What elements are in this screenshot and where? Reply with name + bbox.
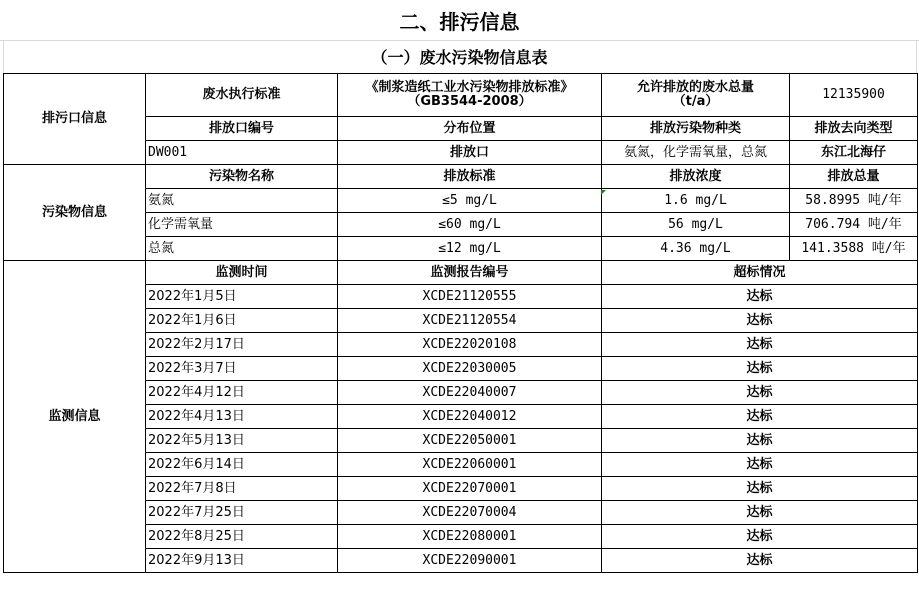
monitoring-status: 达标 <box>602 333 918 357</box>
monitoring-date: 2022年6月14日 <box>146 453 338 477</box>
monitoring-status: 达标 <box>602 357 918 381</box>
pollutant-name: 氨氮 <box>146 189 338 213</box>
outlet-id: DW001 <box>146 141 338 165</box>
outlet-header-id: 排放口编号 <box>146 117 338 141</box>
monitoring-report-id: XCDE22020108 <box>338 333 602 357</box>
pollutant-header-concentration: 排放浓度 <box>602 165 790 189</box>
monitoring-report-id: XCDE22070004 <box>338 501 602 525</box>
monitoring-report-id: XCDE22090001 <box>338 549 602 573</box>
pollutant-standard: ≤12 mg/L <box>338 237 602 261</box>
allowed-total-label-line1: 允许排放的废水总量 <box>636 80 754 95</box>
standard-label: 废水执行标准 <box>146 74 338 117</box>
page-title: 二、排污信息 <box>0 0 919 41</box>
allowed-total-label-line2: （t/a） <box>672 94 719 109</box>
outlet-destination: 东江北海仔 <box>790 141 918 165</box>
monitoring-date: 2022年1月5日 <box>146 285 338 309</box>
outlet-header-pollutant-types: 排放污染物种类 <box>602 117 790 141</box>
monitoring-header-status: 超标情况 <box>602 261 918 285</box>
monitoring-status: 达标 <box>602 501 918 525</box>
monitoring-date: 2022年5月13日 <box>146 429 338 453</box>
monitoring-report-id: XCDE22050001 <box>338 429 602 453</box>
monitoring-report-id: XCDE21120555 <box>338 285 602 309</box>
wastewater-pollutant-table <box>3 73 918 573</box>
gridline <box>916 40 917 73</box>
table-title: （一）废水污染物信息表 <box>371 48 548 67</box>
monitoring-status: 达标 <box>602 429 918 453</box>
pollutant-total: 706.794 吨/年 <box>790 213 918 237</box>
monitoring-status: 达标 <box>602 525 918 549</box>
monitoring-date: 2022年4月13日 <box>146 405 338 429</box>
standard-value-line2: （GB3544-2008） <box>407 94 532 109</box>
pollutant-header-standard: 排放标准 <box>338 165 602 189</box>
pollutant-total: 58.8995 吨/年 <box>790 189 918 213</box>
monitoring-status: 达标 <box>602 477 918 501</box>
standard-value-line1: 《制浆造纸工业水污染物排放标准》 <box>365 80 574 95</box>
allowed-total-value: 12135900 <box>790 74 918 117</box>
monitoring-date: 2022年7月25日 <box>146 501 338 525</box>
monitoring-status: 达标 <box>602 453 918 477</box>
monitoring-report-id: XCDE22030005 <box>338 357 602 381</box>
monitoring-section-label: 监测信息 <box>4 261 146 573</box>
pollutant-concentration: 1.6 mg/L <box>602 189 790 213</box>
monitoring-date: 2022年1月6日 <box>146 309 338 333</box>
monitoring-header-report-id: 监测报告编号 <box>338 261 602 285</box>
pollutant-header-total: 排放总量 <box>790 165 918 189</box>
monitoring-report-id: XCDE22040012 <box>338 405 602 429</box>
monitoring-header-date: 监测时间 <box>146 261 338 285</box>
monitoring-report-id: XCDE22080001 <box>338 525 602 549</box>
monitoring-report-id: XCDE22040007 <box>338 381 602 405</box>
comment-indicator <box>601 190 606 195</box>
monitoring-date: 2022年9月13日 <box>146 549 338 573</box>
monitoring-status: 达标 <box>602 285 918 309</box>
monitoring-report-id: XCDE22060001 <box>338 453 602 477</box>
outlet-header-location: 分布位置 <box>338 117 602 141</box>
pollutant-name: 总氮 <box>146 237 338 261</box>
pollutant-total: 141.3588 吨/年 <box>790 237 918 261</box>
pollutant-header-name: 污染物名称 <box>146 165 338 189</box>
outlet-section-label: 排污口信息 <box>4 74 146 165</box>
pollutant-standard: ≤5 mg/L <box>338 189 602 213</box>
monitoring-report-id: XCDE21120554 <box>338 309 602 333</box>
monitoring-status: 达标 <box>602 405 918 429</box>
monitoring-status: 达标 <box>602 381 918 405</box>
pollutant-concentration: 56 mg/L <box>602 213 790 237</box>
outlet-pollutant-types: 氨氮，化学需氧量，总氮 <box>602 141 790 165</box>
outlet-header-destination: 排放去向类型 <box>790 117 918 141</box>
monitoring-status: 达标 <box>602 549 918 573</box>
pollutant-name: 化学需氧量 <box>146 213 338 237</box>
monitoring-date: 2022年7月8日 <box>146 477 338 501</box>
pollutant-section-label: 污染物信息 <box>4 165 146 261</box>
monitoring-date: 2022年8月25日 <box>146 525 338 549</box>
monitoring-date: 2022年2月17日 <box>146 333 338 357</box>
monitoring-status: 达标 <box>602 309 918 333</box>
allowed-total-label <box>602 74 790 117</box>
pollutant-concentration: 4.36 mg/L <box>602 237 790 261</box>
monitoring-report-id: XCDE22070001 <box>338 477 602 501</box>
pollutant-standard: ≤60 mg/L <box>338 213 602 237</box>
standard-value <box>338 74 602 117</box>
outlet-location: 排放口 <box>338 141 602 165</box>
monitoring-date: 2022年3月7日 <box>146 357 338 381</box>
monitoring-date: 2022年4月12日 <box>146 381 338 405</box>
